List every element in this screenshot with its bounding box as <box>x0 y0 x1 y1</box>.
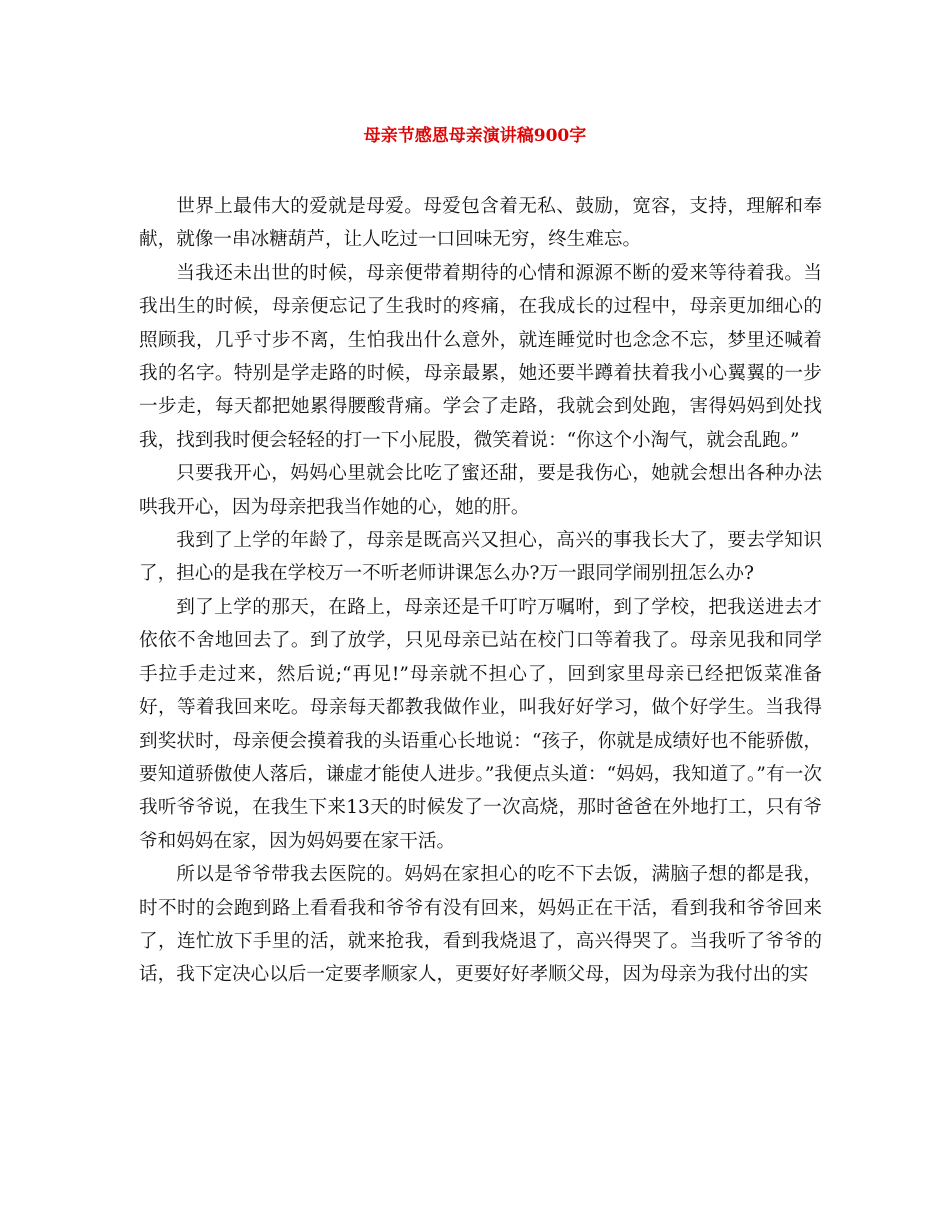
paragraph: 到了上学的那天，在路上，母亲还是千叮咛万嘱咐，到了学校，把我送进去才依依不舍地回去了。到了放学，只见母亲已站在校门口等着我了。母亲见我和同学手拉手走过来，然后说;“再见!”母亲就不担心了，回到家里母亲已经把饭菜准备好，等着我回来吃。母亲每天都教我做作业，叫我好好学习，做个好学生。当我得到奖状时，母亲便会摸着我的头语重心长地说：“孩子，你就是成绩好也不能骄傲，要知道骄傲使人落后，谦虚才能使人进步。”我便点头道：“妈妈，我知道了。”有一次我听爷爷说，在我生下来13天的时候发了一次高烧，那时爸爸在外地打工，只有爷爷和妈妈在家，因为妈妈要在家干活。 <box>139 596 822 852</box>
paragraph: 世界上最伟大的爱就是母爱。母爱包含着无私、鼓励，宽容，支持，理解和奉献，就像一串冰糖葫芦，让人吃过一口回味无穷，终生难忘。 <box>139 196 822 251</box>
paragraph: 我到了上学的年龄了，母亲是既高兴又担心，高兴的事我长大了，要去学知识了，担心的是我在学校万一不听老师讲课怎么办?万一跟同学闹别扭怎么办? <box>139 530 822 585</box>
document-body <box>139 190 822 992</box>
paragraph: 当我还未出世的时候，母亲便带着期待的心情和源源不断的爱来等待着我。当我出生的时候，母亲便忘记了生我时的疼痛，在我成长的过程中，母亲更加细心的照顾我，几乎寸步不离，生怕我出什么意外，就连睡觉时也念念不忘，梦里还喊着我的名字。特别是学走路的时候，母亲最累，她还要半蹲着扶着我小心翼翼的一步一步走，每天都把她累得腰酸背痛。学会了走路，我就会到处跑，害得妈妈到处找我，找到我时便会轻轻的打一下小屁股，微笑着说：“你这个小淘气，就会乱跑。” <box>139 262 822 451</box>
document-title: 母亲节感恩母亲演讲稿900字 <box>363 126 587 146</box>
paragraph: 所以是爷爷带我去医院的。妈妈在家担心的吃不下去饭，满脑子想的都是我，时不时的会跑到路上看看我和爷爷有没有回来，妈妈正在干活，看到我和爷爷回来了，连忙放下手里的活，就来抢我，看到我烧退了，高兴得哭了。当我听了爷爷的话，我下定决心以后一定要孝顺家人，更要好好孝顺父母，因为母亲为我付出的实 <box>139 864 822 986</box>
paragraph: 只要我开心，妈妈心里就会比吃了蜜还甜，要是我伤心，她就会想出各种办法哄我开心，因为母亲把我当作她的心，她的肝。 <box>139 463 822 518</box>
